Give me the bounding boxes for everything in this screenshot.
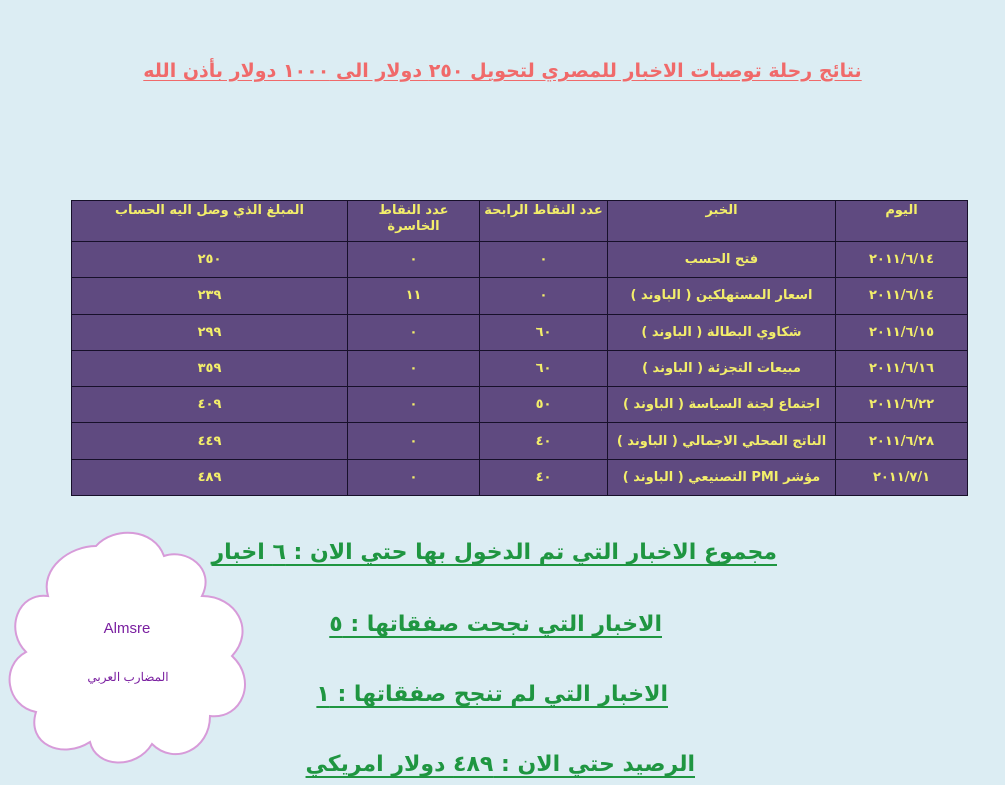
cell-win: ٥٠ bbox=[480, 387, 608, 423]
results-table bbox=[71, 200, 968, 496]
cell-loss: ٠ bbox=[348, 314, 480, 350]
cell-win: ٦٠ bbox=[480, 314, 608, 350]
table-row bbox=[72, 242, 968, 278]
cell-loss: ٠ bbox=[348, 423, 480, 459]
cell-day: ٢٠١١/٦/١٦ bbox=[836, 350, 968, 386]
table-row bbox=[72, 350, 968, 386]
cell-win: ٤٠ bbox=[480, 459, 608, 495]
cell-balance: ٤٨٩ bbox=[72, 459, 348, 495]
header-balance: المبلغ الذي وصل اليه الحساب bbox=[72, 201, 348, 242]
page-title: نتائج رحلة توصيات الاخبار للمصري لتحويل ٢٥٠ دولار الى ١٠٠٠ دولار بأذن الله bbox=[143, 60, 862, 82]
header-news: الخبر bbox=[608, 201, 836, 242]
cell-win: ٠ bbox=[480, 242, 608, 278]
cell-balance: ٢٥٠ bbox=[72, 242, 348, 278]
summary-succeeded: الاخبار التي نجحت صفقاتها : ٥ bbox=[329, 612, 662, 637]
cell-loss: ١١ bbox=[348, 278, 480, 314]
summary-balance: الرصيد حتي الان : ٤٨٩ دولار امريكي bbox=[305, 752, 695, 777]
cell-balance: ٢٣٩ bbox=[72, 278, 348, 314]
badge-name-ar: المضارب العربي bbox=[87, 670, 169, 684]
cell-balance: ٣٥٩ bbox=[72, 350, 348, 386]
cell-day: ٢٠١١/٦/٢٨ bbox=[836, 423, 968, 459]
cell-win: ٤٠ bbox=[480, 423, 608, 459]
cell-loss: ٠ bbox=[348, 242, 480, 278]
table-row bbox=[72, 278, 968, 314]
header-day: اليوم bbox=[836, 201, 968, 242]
table-row bbox=[72, 423, 968, 459]
cell-news: فتح الحسب bbox=[608, 242, 836, 278]
cell-news: الناتج المحلي الاجمالي ( الباوند ) bbox=[608, 423, 836, 459]
summary-failed: الاخبار التي لم تنجح صفقاتها : ١ bbox=[316, 682, 668, 707]
cell-balance: ٤٤٩ bbox=[72, 423, 348, 459]
badge-name-en: Almsre bbox=[103, 620, 151, 637]
cell-win: ٦٠ bbox=[480, 350, 608, 386]
summary-total-news: مجموع الاخبار التي تم الدخول بها حتي الان : ٦ اخبار bbox=[211, 540, 777, 565]
header-winning-points: عدد النقاط الرابحة bbox=[480, 201, 608, 242]
cell-loss: ٠ bbox=[348, 350, 480, 386]
cell-day: ٢٠١١/٦/١٤ bbox=[836, 242, 968, 278]
header-losing-points: عدد النقاط الخاسرة bbox=[348, 201, 480, 242]
cell-day: ٢٠١١/٧/١ bbox=[836, 459, 968, 495]
cell-balance: ٢٩٩ bbox=[72, 314, 348, 350]
table-row bbox=[72, 387, 968, 423]
cell-day: ٢٠١١/٦/١٥ bbox=[836, 314, 968, 350]
cell-loss: ٠ bbox=[348, 387, 480, 423]
cell-day: ٢٠١١/٦/١٤ bbox=[836, 278, 968, 314]
cell-news: اسعار المستهلكين ( الباوند ) bbox=[608, 278, 836, 314]
cell-balance: ٤٠٩ bbox=[72, 387, 348, 423]
cell-loss: ٠ bbox=[348, 459, 480, 495]
cell-win: ٠ bbox=[480, 278, 608, 314]
cell-news: مبيعات التجزئة ( الباوند ) bbox=[608, 350, 836, 386]
table-header-row bbox=[72, 201, 968, 242]
cell-news: اجتماع لجنة السياسة ( الباوند ) bbox=[608, 387, 836, 423]
table-row bbox=[72, 459, 968, 495]
cell-news: مؤشر PMI التصنيعي ( الباوند ) bbox=[608, 459, 836, 495]
cell-news: شكاوي البطالة ( الباوند ) bbox=[608, 314, 836, 350]
cloud-badge-shape bbox=[4, 530, 258, 770]
cell-day: ٢٠١١/٦/٢٢ bbox=[836, 387, 968, 423]
table-row bbox=[72, 314, 968, 350]
